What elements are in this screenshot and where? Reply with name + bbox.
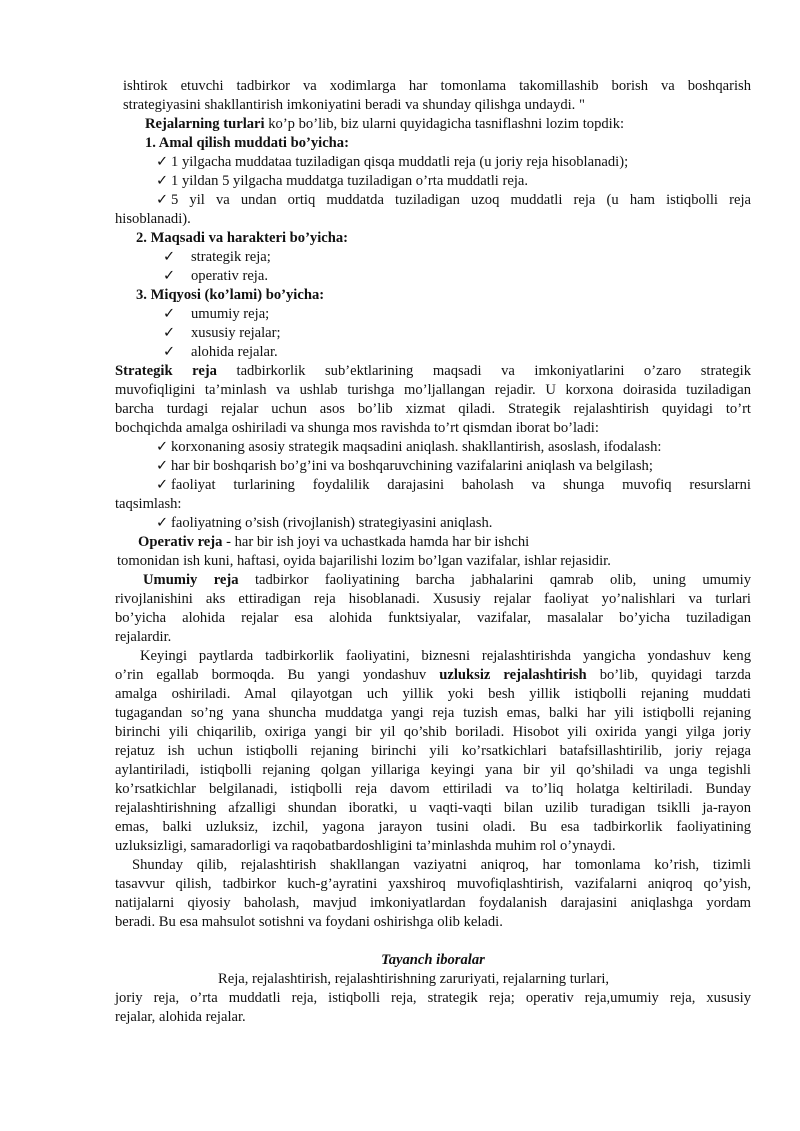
conclusion-line-3: natijalarni qiyosiy baholash, mavjud imkoniyatlardan foydalanish darajasini aniqlashga yordam [115,895,751,911]
strategic-bullet: ✓ faoliyat turlarining foydalilik darajasini baholash va shunga muvofiq resurslarni [156,477,751,493]
continuous-line-4: tugagandan so’ng yana shuncha muddatga yangi reja tuzish emas, balki har yili istiqbolli rejaning [115,705,751,721]
section-2-heading: 2. Maqsadi va harakteri bo’yicha: [136,230,349,246]
check-icon: ✓ [156,477,169,493]
general-line-4: rejalardir. [115,629,172,645]
section-1-item: ✓ 1 yilgacha muddataa tuziladigan qisqa muddatli reja (u joriy reja hisoblanadi); [156,154,629,170]
conclusion-line-2: tasavvur qilish, tadbirkor kuch-g’ayratini yaxshiroq muvofiqlashtirish, vazifalarni aniqroq qo’yish, [115,876,751,892]
types-lead-rest: ko’p bo’lib, biz ularni quyidagicha tasniflashni lozim topdik: [264,116,625,132]
operative-term: Operativ reja [138,534,223,550]
intro-line-1: ishtirok etuvchi tadbirkor va xodimlarga har tomonlama takomillashib borish va boshqarish [123,78,751,94]
continuous-line-8: ko’rsatkichlar belgilanadi, istiqbolli reja davom ettiriladi va to’liq holatga keltiriladi. Bunday [115,781,751,797]
section-1-item-cont: hisoblanadi). [115,211,191,227]
keywords-line-2: joriy reja, o’rta muddatli reja, istiqbolli reja, strategik reja; operativ reja,umumiy reja, xususiy [115,990,751,1006]
types-term: Rejalarning turlari [145,116,265,132]
section-3-item: ✓ xususiy rejalar; [163,325,281,341]
keywords-line-1: Reja, rejalashtirish, rejalashtirishning zaruriyati, rejalarning turlari, [218,971,610,987]
check-icon: ✓ [156,173,169,189]
intro-line-2: strategiyasini shakllantirish imkoniyatini beradi va shunday qilishga undaydi. " [123,97,585,113]
continuous-line-2: o’rin egallab bormoqda. Bu yangi yondashuv uzluksiz rejalashtirish bo’lib, quyidagi tarzda [115,667,752,683]
continuous-line-6: rejatuz ish uchun istiqbolli rejaning birinchi yili ko’rsatkichlari batafsillashtirilib, joriy rejaga [115,743,751,759]
section-1-item: ✓ 1 yildan 5 yilgacha muddatga tuziladigan o’rta muddatli reja. [156,173,529,189]
section-2-item: ✓ strategik reja; [163,249,271,265]
general-line-3: bo’yicha alohida rejalar esa alohida funktsiyalar, vazifalar, masalalar bo’yicha tuziladigan [115,610,751,626]
conclusion-line-1: Shunday qilib, rejalashtirish shakllangan vaziyatni aniqroq, har tomonlama ko’rish, tizimli [132,857,751,873]
strategic-line-2: muvofiqligini ta’minlash va ushlab turishga mo’ljallangan rejadir. U korxona doirasida tuziladigan [115,382,751,398]
check-icon: ✓ [156,154,169,170]
strategic-bullet: ✓ har bir boshqarish bo’g’ini va boshqaruvchining vazifalarini aniqlash va belgilash; [156,458,653,474]
continuous-line-10: emas, balki uzluksiz, izchil, yagona jarayon tusini oladi. Bu esa tadbirkorlik faoliyatining [115,819,751,835]
check-icon: ✓ [163,249,176,265]
section-1-heading: 1. Amal qilish muddati bo’yicha: [145,135,349,151]
section-3-item: ✓ umumiy reja; [163,306,270,322]
general-line-2: rivojlanishini aks ettiradigan reja hisoblanadi. Xususiy rejalar faoliyat yo’nalishlari va turlari [115,591,751,607]
general-line-1: Umumiy reja tadbirkor faoliyatining barcha jabhalarini qamrab olib, uning umumiy [143,572,751,588]
section-1-item: ✓ 5 yil va undan ortiq muddatda tuziladigan uzoq muddatli reja (u ham istiqbolli reja [156,192,751,208]
section-3-item: ✓ alohida rejalar. [163,344,278,360]
continuous-line-7: aylantiriladi, istiqbolli rejaning qolgan yillariga keyingi yana bir yil qo’shiladi va unga tegishli [115,762,751,778]
check-icon: ✓ [156,192,169,208]
continuous-line-1: Keyingi paytlarda tadbirkorlik faoliyatini, biznesni rejalashtirishda yangicha yondashuv keng [140,648,751,664]
continuous-line-3: amalga oshiriladi. Amal qilayotgan uch yillik yoki besh yillik istiqbolli rejaning muddati [115,686,751,702]
strategic-term: Strategik reja [115,363,217,379]
operative-line-2: tomonidan ish kuni, haftasi, oyida bajarilishi lozim bo’lgan vazifalar, ishlar rejasidir. [117,553,611,569]
strategic-line-1: Strategik reja tadbirkorlik sub’ektlarining maqsadi va imkoniyatlarini o’zaro strategik [115,363,751,379]
strategic-line-4: bochqichda amalga oshiriladi va shunga mos ravishda to’rt qismdan iborat bo’ladi: [115,420,599,436]
check-icon: ✓ [156,458,169,474]
types-lead [145,115,624,134]
check-icon: ✓ [163,325,176,341]
continuous-line-9: rejalashtirishning afzalligi shundan iboratki, u vaqti-vaqti bilan uzilib turadigan tsiklli ja-rayon [115,800,751,816]
operative-line-1: Operativ reja - har bir ish joyi va uchastkada hamda har bir ishchi [138,534,530,550]
keywords-title: Tayanch iboralar [381,952,485,968]
strategic-line-3: barcha turdagi rejalar uchun asos bo’lib xizmat qiladi. Strategik rejalashtirish quyidagi to’rt [115,401,751,417]
strategic-bullet: ✓ korxonaning asosiy strategik maqsadini aniqlash. shakllantirish, asoslash, ifodalash: [156,439,662,455]
check-icon: ✓ [163,306,176,322]
strategic-bullet-cont: taqsimlash: [115,496,182,512]
continuous-term: uzluksiz rejalashtirish [439,667,587,683]
conclusion-line-4: beradi. Bu esa mahsulot sotishni va foydani oshirishga olib keladi. [115,914,503,930]
check-icon: ✓ [163,344,176,360]
check-icon: ✓ [163,268,176,284]
check-icon: ✓ [156,515,169,531]
section-3-heading: 3. Miqyosi (ko’lami) bo’yicha: [136,287,325,303]
section-2-item: ✓ operativ reja. [163,268,268,284]
continuous-line-5: birinchi yili chiqarilib, oxiriga yangi bir yil qo’shib boriladi. Hisobot yili oxirida yangi yilga joriy [115,724,751,740]
continuous-line-11: uzluksizligi, samaradorligi va raqobatbardoshligini ta’minlashda muhim rol o’ynaydi. [115,838,616,854]
keywords-line-3: rejalar, alohida rejalar. [115,1009,246,1025]
strategic-bullet: ✓ faoliyatning o’sish (rivojlanish) strategiyasini aniqlash. [156,515,493,531]
check-icon: ✓ [156,439,169,455]
general-term: Umumiy reja [143,572,239,588]
